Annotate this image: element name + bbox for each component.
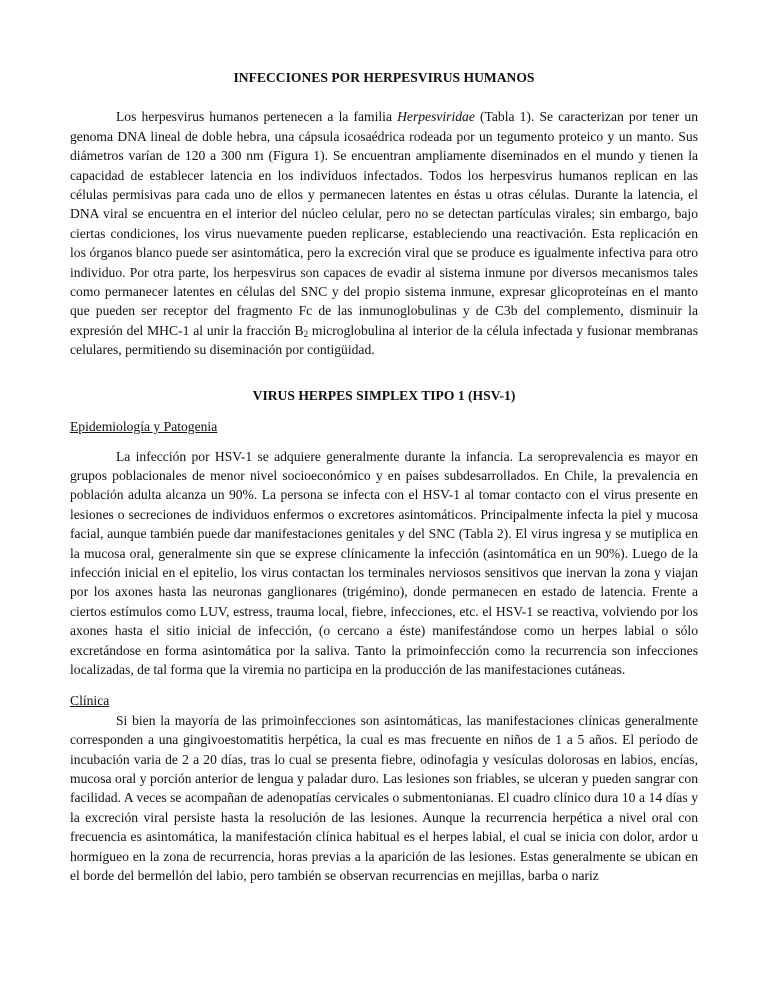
- section-title-hsv1: VIRUS HERPES SIMPLEX TIPO 1 (HSV-1): [252, 387, 516, 403]
- intro-text-3: microglobulina al interior de la célula infectada y fusionar membranas celulares, permitiendo su diseminación por contigüidad.: [70, 322, 699, 358]
- family-name: Herpesviridae: [397, 109, 475, 125]
- subscript-2: 2: [303, 328, 309, 339]
- intro-text-2: (Tabla 1). Se caracterizan por tener un genoma DNA lineal de doble hebra, una cápsula icosaédrica rodeada por un tegumento proteico y un manto. Sus diámetros varían de 120 a 300 nm (Figura 1). Se encuentran ampliamente diseminados en el mundo y tienen la capacidad de establecer latencia en los individuos infectados. Todos los herpesvirus humanos replican en las células permisivas para cada uno de ellos y permanecen latentes en éstas u otras células. Durante la latencia, el DNA viral se encuentra en el interior del núcleo celular, pero no se detectan partículas virales; sin embargo, bajo ciertas condiciones, los virus nuevamente pueden replicarse, estableciendo una reactivación. Esta replicación en los órganos blanco puede ser asintomática, pero la excreción viral que se produce es igualmente infectiva para otro individuo. Por otra parte, los herpesvirus son capaces de evadir al sistema inmune por diversos mecanismos tales como permanecer latentes en células del SNC y del propio sistema inmune, expresar glicoproteínas en el manto que pueden ser receptor del fragmento Fc de las inmunoglobulinas y de C3b del complemento, disminuir la expresión del MHC-1 al unir la fracción B: [70, 109, 698, 338]
- subsection-epidemiology-heading: Epidemiología y Patogenia: [70, 419, 218, 435]
- clinical-paragraph: Si bien la mayoría de las primoinfecciones son asintomáticas, las manifestaciones clínicas generalmente corresponden a una gingivoestomatitis herpética, la cual es mas frecuente en niños de 1 a 5 años. El período de incubación varia de 2 a 20 días, tras lo cual se presenta fiebre, odinofagia y vesículas dolorosas en labios, encías, mucosa oral y porción anterior de lengua y paladar duro. Las lesiones son friables, se ulceran y pueden sangrar con facilidad. A veces se acompañan de adenopatías cervicales o submentonianas. El cuadro clínico dura 10 a 14 días y la excreción viral persiste hasta la resolución de las lesiones. Aunque la recurrencia herpética a nivel oral con frecuencia es asintomática, la manifestación clínica habitual es el herpes labial, el cual se inicia con dolor, ardor u hormigueo en la zona de recurrencia, horas previas a la aparición de las lesiones. Estas generalmente se ubican en el borde del bermellón del labio, pero también se observan recurrencias en mejillas, barba o nariz: [70, 712, 698, 884]
- intro-paragraph: [70, 107, 698, 359]
- intro-text-1: Los herpesvirus humanos pertenecen a la familia: [116, 109, 398, 125]
- document-page: [70, 60, 698, 885]
- epidemiology-paragraph: La infección por HSV-1 se adquiere generalmente durante la infancia. La seroprevalencia es mayor en grupos poblacionales de menor nivel socioeconómico y en países subdesarrollados. En Chile, la prevalencia en población adulta alcanza un 90%. La persona se infecta con el HSV-1 al tomar contacto con el virus presente en lesiones o secreciones de individuos enfermos o excretores asintomáticos. Principalmente infecta la piel y mucosa facial, aunque también puede dar manifestaciones genitales y del SNC (Tabla 2). El virus ingresa y se mutiplica en la mucosa oral, generalmente sin que se exprese clínicamente la infección (asintomática en un 90%). Luego de la infección inicial en el epitelio, los virus contactan los terminales nerviosos sensitivos que inervan la zona y viajan por los axones hasta las neuronas ganglionares (trigémino), donde permanecen en estado de latencia. Frente a ciertos estímulos como LUV, estress, trauma local, fiebre, infecciones, etc. el HSV-1 se reactiva, volviendo por los axones hasta el sitio inicial de infección, (o cercano a éste) manifestándose como un herpes labial o sólo excretándose en forma asintomática por la saliva. Tanto la primoinfección como la recurrencia son infecciones localizadas, de tal forma que la viremia no participa en la producción de las manifestaciones cutáneas.: [70, 448, 698, 677]
- document-title: INFECCIONES POR HERPESVIRUS HUMANOS: [233, 70, 535, 85]
- subsection-clinical-heading: Clínica: [70, 693, 110, 709]
